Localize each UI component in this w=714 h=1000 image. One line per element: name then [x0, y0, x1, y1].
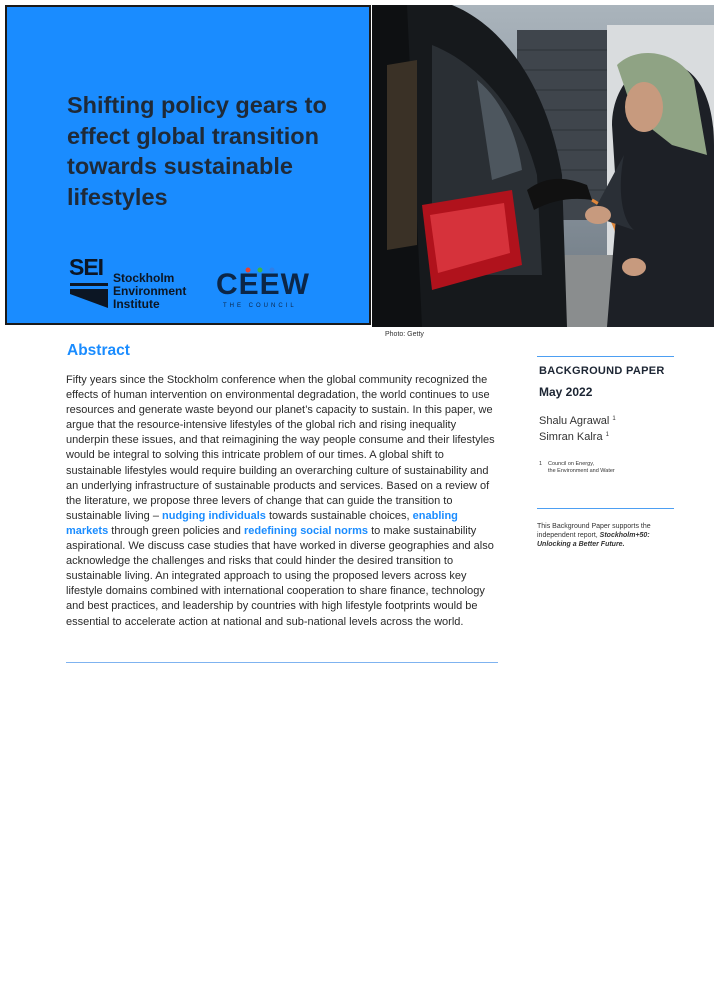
lever-nudging-individuals: nudging individuals — [162, 509, 266, 522]
author-shalu-agrawal: Shalu Agrawal $^1$ — [539, 415, 616, 427]
sei-logo-text: Stockholm Environment Institute — [113, 271, 187, 311]
sei-logo-graphic — [70, 283, 108, 308]
lever-enabling-markets: enabling markets — [66, 509, 458, 537]
publication-date: May 2022 — [539, 385, 593, 399]
paper-type-label: BACKGROUND PAPER — [539, 365, 665, 377]
ceew-logo-subtitle: THE COUNCIL — [223, 303, 297, 309]
photo-credit: Photo: Getty — [385, 331, 424, 338]
abstract-heading: Abstract — [67, 342, 130, 359]
lever-redefining-social-norms: redefining social norms — [243, 524, 369, 537]
sei-logo-mark: SEI — [69, 254, 104, 280]
sidebar-divider-top — [537, 356, 674, 357]
support-note: This Background Paper supports the independent report, Stockholm+50: Unlocking a Better Future. — [537, 523, 651, 548]
ceew-logo-mark: CEEW — [216, 268, 310, 301]
sidebar-divider-middle — [537, 508, 674, 509]
author-simran-kalra: Simran Kalra $^1$ — [539, 431, 609, 443]
report-title: Shifting policy gears to effect global transition towards sustainable lifestyles — [67, 92, 327, 210]
abstract-text: Fifty years since the Stockholm conference when the global community recognized the effects of human intervention on environmental degradation, the world continues to use resources and generate waste beyond our planet’s capacity to sustain. In this paper, we argue that the resource-intensive lifestyles of the global rich and rising inequality underpin these issues, and that reimagining the way people consume and their lifestyles would be integral to solving this intricate problem of our times. A global shift to sustainable lifestyles would require building an overarching culture of sustainability and an underlying infrastructure of sustainable products and services. Based on a review of the literature, we propose three levers of change that can guide the transition to sustainable living – nudging individuals towards sustainable choices, enabling markets through green policies and redefining social norms to make sustainability aspirational. We discuss case studies that have worked in diverse geographies and also acknowledge the challenges and risks that could hinder the desired transition to sustainable living. An integrated approach to using the proposed levers across key lifestyle domains combined with international cooperation to share finance, technology and best practices, and leadership by countries with high lifestyle footprints would be essential to accelerate action at national and sub-national levels across the world. — [66, 374, 495, 628]
cover-photo-illustration — [372, 5, 714, 327]
report-name: Stockholm+50: Unlocking a Better Future. — [537, 532, 650, 548]
abstract-divider — [66, 662, 498, 663]
hero-banner — [5, 5, 371, 325]
author-affiliation: 1 Council on Energy, the Environment and Water — [539, 461, 615, 474]
cover-photo — [372, 5, 714, 327]
